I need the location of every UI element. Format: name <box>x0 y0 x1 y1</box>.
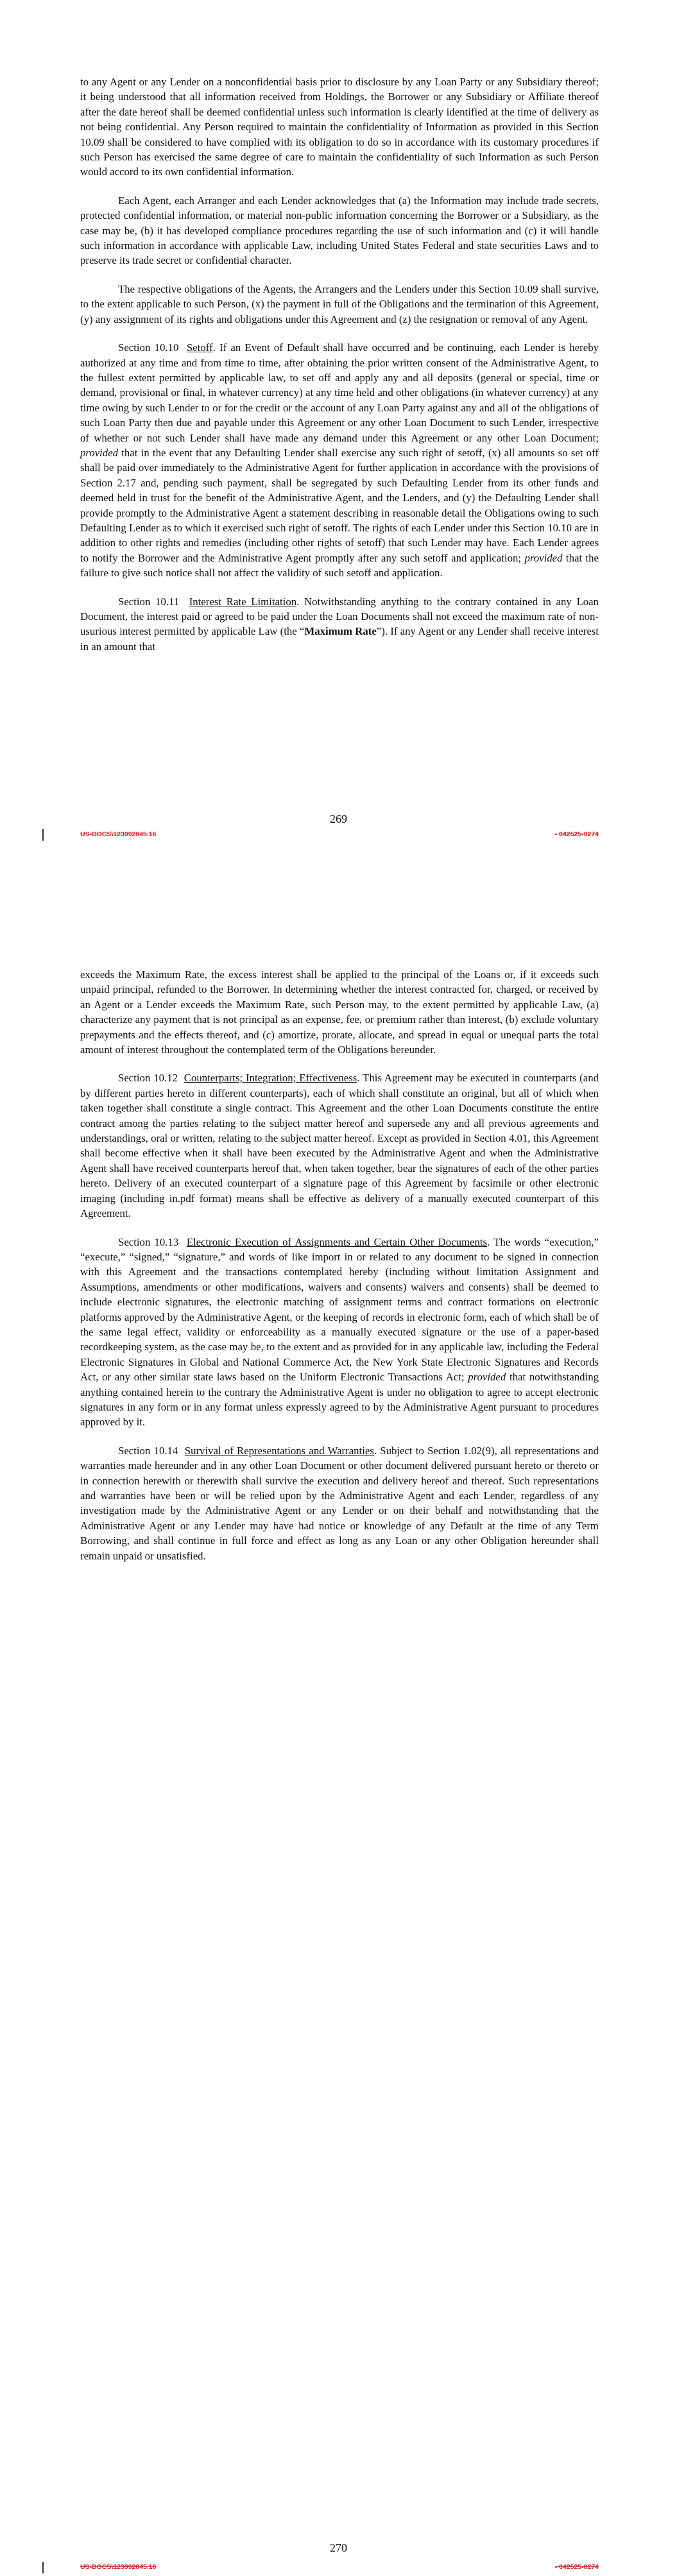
section-text: that the failure to give such notice shall not affect the validity of such setoff and application. <box>80 551 599 580</box>
section-heading: Electronic Execution of Assignments and Certain Other Documents <box>186 1235 488 1248</box>
section-10-14-survival <box>80 1443 599 1563</box>
section-10-12-counterparts <box>80 1070 599 1221</box>
section-text: . If an Event of Default shall have occurred and be continuing, each Lender is hereby authorized at any time and from time to time, after obtaining the prior written consent of the Administrative Agent, to the fullest extent permitted by applicable law, to set off and apply any and all deposits (general or special, time or demand, provisional or final, in whatever currency) at any time held and other obligations (in whatever currency) at any time owing by such Lender to or for the credit or the account of any Loan Party against any and all of the obligations of such Loan Party then due and payable under this Agreement or any other Loan Document to such Lender, irrespective of whether or not such Lender shall have made any demand under this Agreement or any other Loan Document; <box>80 341 599 444</box>
section-10-13-electronic-execution <box>80 1235 599 1430</box>
provided-term: provided <box>80 446 119 459</box>
section-number: Section 10.13 <box>118 1235 179 1248</box>
section-10-11-interest-rate-limitation <box>80 594 599 655</box>
page-270 <box>0 876 677 2571</box>
page-body <box>80 967 599 1577</box>
page-269 <box>0 0 677 876</box>
paragraph-interest-continued: exceeds the Maximum Rate, the excess interest shall be applied to the principal of the Loans or, if it exceeds such unpaid principal, refunded to the Borrower. In determining whether the interest contracted for, charged, or received by an Agent or a Lender exceeds the Maximum Rate, such Person may, to the extent permitted by applicable Law, (a) characterize any payment that is not principal as an expense, fee, or premium rather than interest, (b) exclude voluntary prepayments and the effects thereof, and (c) amortize, prorate, allocate, and spread in equal or unequal parts the total amount of interest throughout the contemplated term of the Obligations hereunder. <box>80 968 599 1056</box>
section-heading: Survival of Representations and Warranties <box>184 1444 374 1457</box>
section-text: . Subject to Section 1.02(9), all representations and warranties made hereunder and in any other Loan Document or other document delivered pursuant hereto or thereto or in connection herewith or therewith shall survive the execution and delivery hereof and thereof. Such representations and warranties have been or will be relied upon by the Administrative Agent and each Lender, regardless of any investigation made by the Administrative Agent or any Lender or on their behalf and notwithstanding that the Administrative Agent or any Lender may have had notice or knowledge of any Default at the time of any Term Borrowing, and shall continue in full force and effect as long as any Loan or any other Obligation hereunder shall remain unpaid or unsatisfied. <box>80 1444 599 1562</box>
doc-id: US-DOCS\123992845.16 <box>80 2563 157 2571</box>
section-number: Section 10.14 <box>118 1444 178 1457</box>
doc-id: US-DOCS\123992845.16 <box>80 830 157 838</box>
section-10-10-setoff <box>80 340 599 581</box>
doc-ref: - 042525-0274 <box>554 2563 599 2571</box>
doc-ref: - 042525-0274 <box>554 830 599 838</box>
change-bar <box>42 2562 44 2573</box>
document-footer <box>0 830 677 843</box>
document-footer <box>0 2563 677 2576</box>
section-text: . This Agreement may be executed in counterparts (and by different parties hereto in different counterparts), each of which shall constitute an original, but all of which when taken together shall constitute a single contract. This Agreement and the other Loan Documents constitute the entire contract among the parties relating to the subject matter hereof and supersede any and all previous agreements and understandings, oral or written, relating to the subject matter hereof. Except as provided in Section 4.01, this Agreement shall become effective when it shall have been executed by the Administrative Agent and when the Administrative Agent shall have received counterparts hereof that, when taken together, bear the signatures of each of the other parties hereto. Delivery of an executed counterpart of a signature page of this Agreement by facsimile or other electronic imaging (including in.pdf format) means shall be effective as delivery of a manually executed counterpart of this Agreement. <box>80 1072 599 1220</box>
section-number: Section 10.10 <box>118 341 179 354</box>
section-number: Section 10.12 <box>118 1072 178 1085</box>
section-text: ”). If any Agent or any Lender shall receive interest in an amount that <box>80 625 599 653</box>
section-text: that in the event that any Defaulting Lender shall exercise any such right of setoff, (x) all amounts so set off shall be paid over immediately to the Administrative Agent for further application in accordance with the provisions of Section 2.17 and, pending such payment, shall be segregated by such Defaulting Lender from its other funds and deemed held in trust for the benefit of the Administrative Agent, and the Lenders, and (y) the Defaulting Lender shall provide promptly to the Administrative Agent a statement describing in reasonable detail the Obligations owing to such Defaulting Lender as to which it exercised such right of setoff. The rights of each Lender under this Section 10.10 are in addition to other rights and remedies (including other rights of setoff) that such Lender may have. Each Lender agrees to notify the Borrower and the Administrative Agent promptly after any such setoff and application; <box>80 446 599 564</box>
change-bar <box>42 829 44 841</box>
section-heading: Interest Rate Limitation <box>189 595 297 608</box>
section-number: Section 10.11 <box>118 595 180 608</box>
provided-term: provided <box>468 1371 506 1384</box>
section-text: . The words “execution,” “execute,” “signed,” “signature,” and words of like import in or related to any document to be signed in connection with this Agreement and the transactions contemplated hereby (including without limitation Assignment and Assumptions, amendments or other modifications, waivers and consents) waivers and consents) shall be deemed to include electronic signatures, the electronic matching of assignment terms and contract formations on electronic platforms approved by the Administrative Agent, or the keeping of records in electronic form, each of which shall be of the same legal effect, validity or enforceability as a manually executed signature or the use of a paper-based recordkeeping system, as the case may be, to the extent and as provided for in any applicable law, including the Federal Electronic Signatures in Global and National Commerce Act, the New York State Electronic Signatures and Records Act, or any other similar state laws based on the Uniform Electronic Transactions Act; <box>80 1235 599 1384</box>
section-text: . Notwithstanding anything to the contrary contained in any Loan Document, the interest paid or agreed to be paid under the Loan Documents shall not exceed the maximum rate of non-usurious interest permitted by applicable Law (the “ <box>80 595 599 638</box>
provided-term: provided <box>524 551 563 564</box>
paragraph-acknowledgement: Each Agent, each Arranger and each Lender acknowledges that (a) the Information may include trade secrets, protected confidential information, or material non-public information concerning the Borrower or a Subsidiary, as the case may be, (b) it has developed compliance procedures regarding the use of such information and (c) it will handle such information in accordance with applicable Law, including United States Federal and state securities Laws and to preserve its trade secret or confidential character. <box>80 194 599 267</box>
section-heading: Setoff <box>186 341 213 354</box>
page-number: 270 <box>330 2541 347 2554</box>
section-heading: Counterparts; Integration; Effectiveness <box>184 1072 357 1085</box>
paragraph-survival-of-obligations: The respective obligations of the Agents, the Arrangers and the Lenders under this Section 10.09 shall survive, to the extent applicable to such Person, (x) the payment in full of the Obligations and the termination of this Agreement, (y) any assignment of its rights and obligations under this Agreement and (z) the resignation or removal of any Agent. <box>80 282 599 325</box>
paragraph-confidentiality-continued: to any Agent or any Lender on a nonconfidential basis prior to disclosure by any Loan Party or any Subsidiary thereof; it being understood that all information received from Holdings, the Borrower or any Subsidiary or Affiliate thereof after the date hereof shall be deemed confidential unless such information is clearly identified at the time of delivery as not being confidential. Any Person required to maintain the confidentiality of Information as provided in this Section 10.09 shall be considered to have complied with its obligation to do so in accordance with its customary procedures if such Person has exercised the same degree of care to maintain the confidentiality of such Information as such Person would accord to its own confidential information. <box>80 76 599 178</box>
defined-term: Maximum Rate <box>304 625 377 638</box>
section-text: that notwithstanding anything contained herein to the contrary the Administrative Agent is under no obligation to agree to accept electronic signatures in any form or in any format unless expressly agreed to by the Administrative Agent pursuant to procedures approved by it. <box>80 1371 599 1429</box>
page-number: 269 <box>330 812 347 825</box>
page-body <box>80 74 599 667</box>
